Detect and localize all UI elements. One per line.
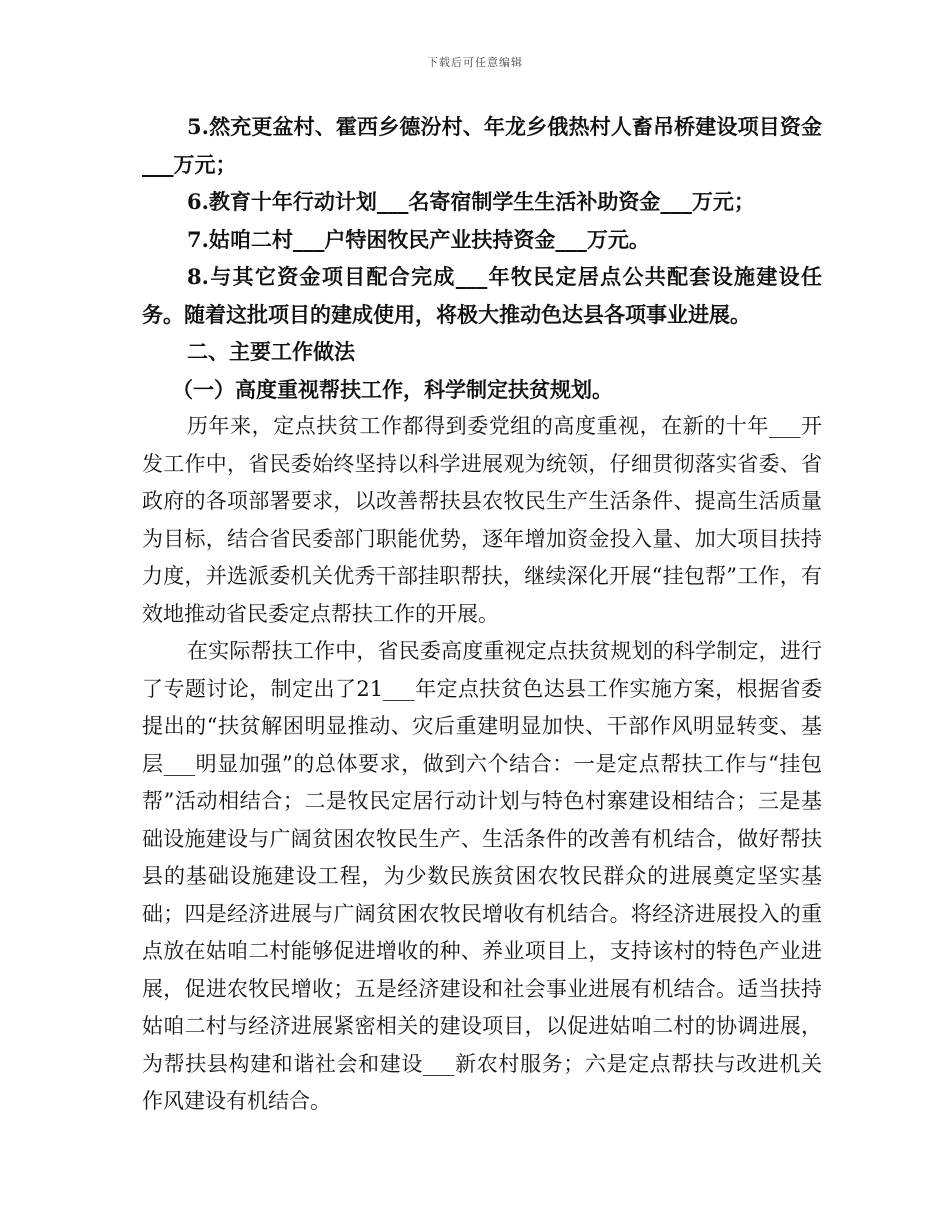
body-paragraph: 在实际帮扶工作中，省民委高度重视定点扶贫规划的科学制定，进行了专题讨论，制定出了21___年定点扶贫色达县工作实施方案，根据省委提出的“扶贫解困明显推动、灾后重建明显加快、干部作风明显转变、基层___明显加强”的总体要求，做到六个结合：一是定点帮扶工作与“挂包帮”活动相结合；二是牧民定居行动计划与特色村寨建设相结合；三是基础设施建设与广阔贫困农牧民生产、生活条件的改善有机结合，做好帮扶县的基础设施建设工程，为少数民族贫困农牧民群众的进展奠定坚实基础；四是经济进展与广阔贫困农牧民增收有机结合。将经济进展投入的重点放在姑咱二村能够促进增收的种、养业项目上，支持该村的特色产业进展，促进农牧民增收；五是经济建设和社会事业进展有机结合。适当扶持姑咱二村与经济进展紧密相关的建设项目，以促进姑咱二村的协调进展，为帮扶县构建和谐社会和建设___新农村服务；六是定点帮扶与改进机关作风建设有机结合。 xyxy=(142,639,822,1113)
subsection-heading: （一）高度重视帮扶工作，科学制定扶贫规划。 xyxy=(172,376,613,402)
document-body xyxy=(142,108,822,1121)
page-header: 下载后可任意编辑 xyxy=(427,56,523,69)
list-item-6: 6.教育十年行动计划___名寄宿制学生生活补助资金___万元； xyxy=(187,189,755,214)
list-item-8: 8.与其它资金项目配合完成___年牧民定居点公共配套设施建设任务。随着这批项目的建成使用，将极大推动色达县各项事业进展。 xyxy=(142,264,822,327)
section-heading: 二、主要工作做法 xyxy=(187,339,355,364)
list-item-7: 7.姑咱二村___户特困牧民产业扶持资金___万元。 xyxy=(187,226,650,252)
body-paragraph: 历年来，定点扶贫工作都得到委党组的高度重视，在新的十年___开发工作中，省民委始终坚持以科学进展观为统领，仔细贯彻落实省委、省政府的各项部署要求，以改善帮扶县农牧民生产生活条件、提高生活质量为目标，结合省民委部门职能优势，逐年增加资金投入量、加大项目扶持力度，并选派委机关优秀干部挂职帮扶，继续深化开展“挂包帮”工作，有效地推动省民委定点帮扶工作的开展。 xyxy=(142,414,822,626)
list-item-5: 5.然充更盆村、霍西乡德汾村、年龙乡俄热村人畜吊桥建设项目资金___万元； xyxy=(142,114,822,177)
